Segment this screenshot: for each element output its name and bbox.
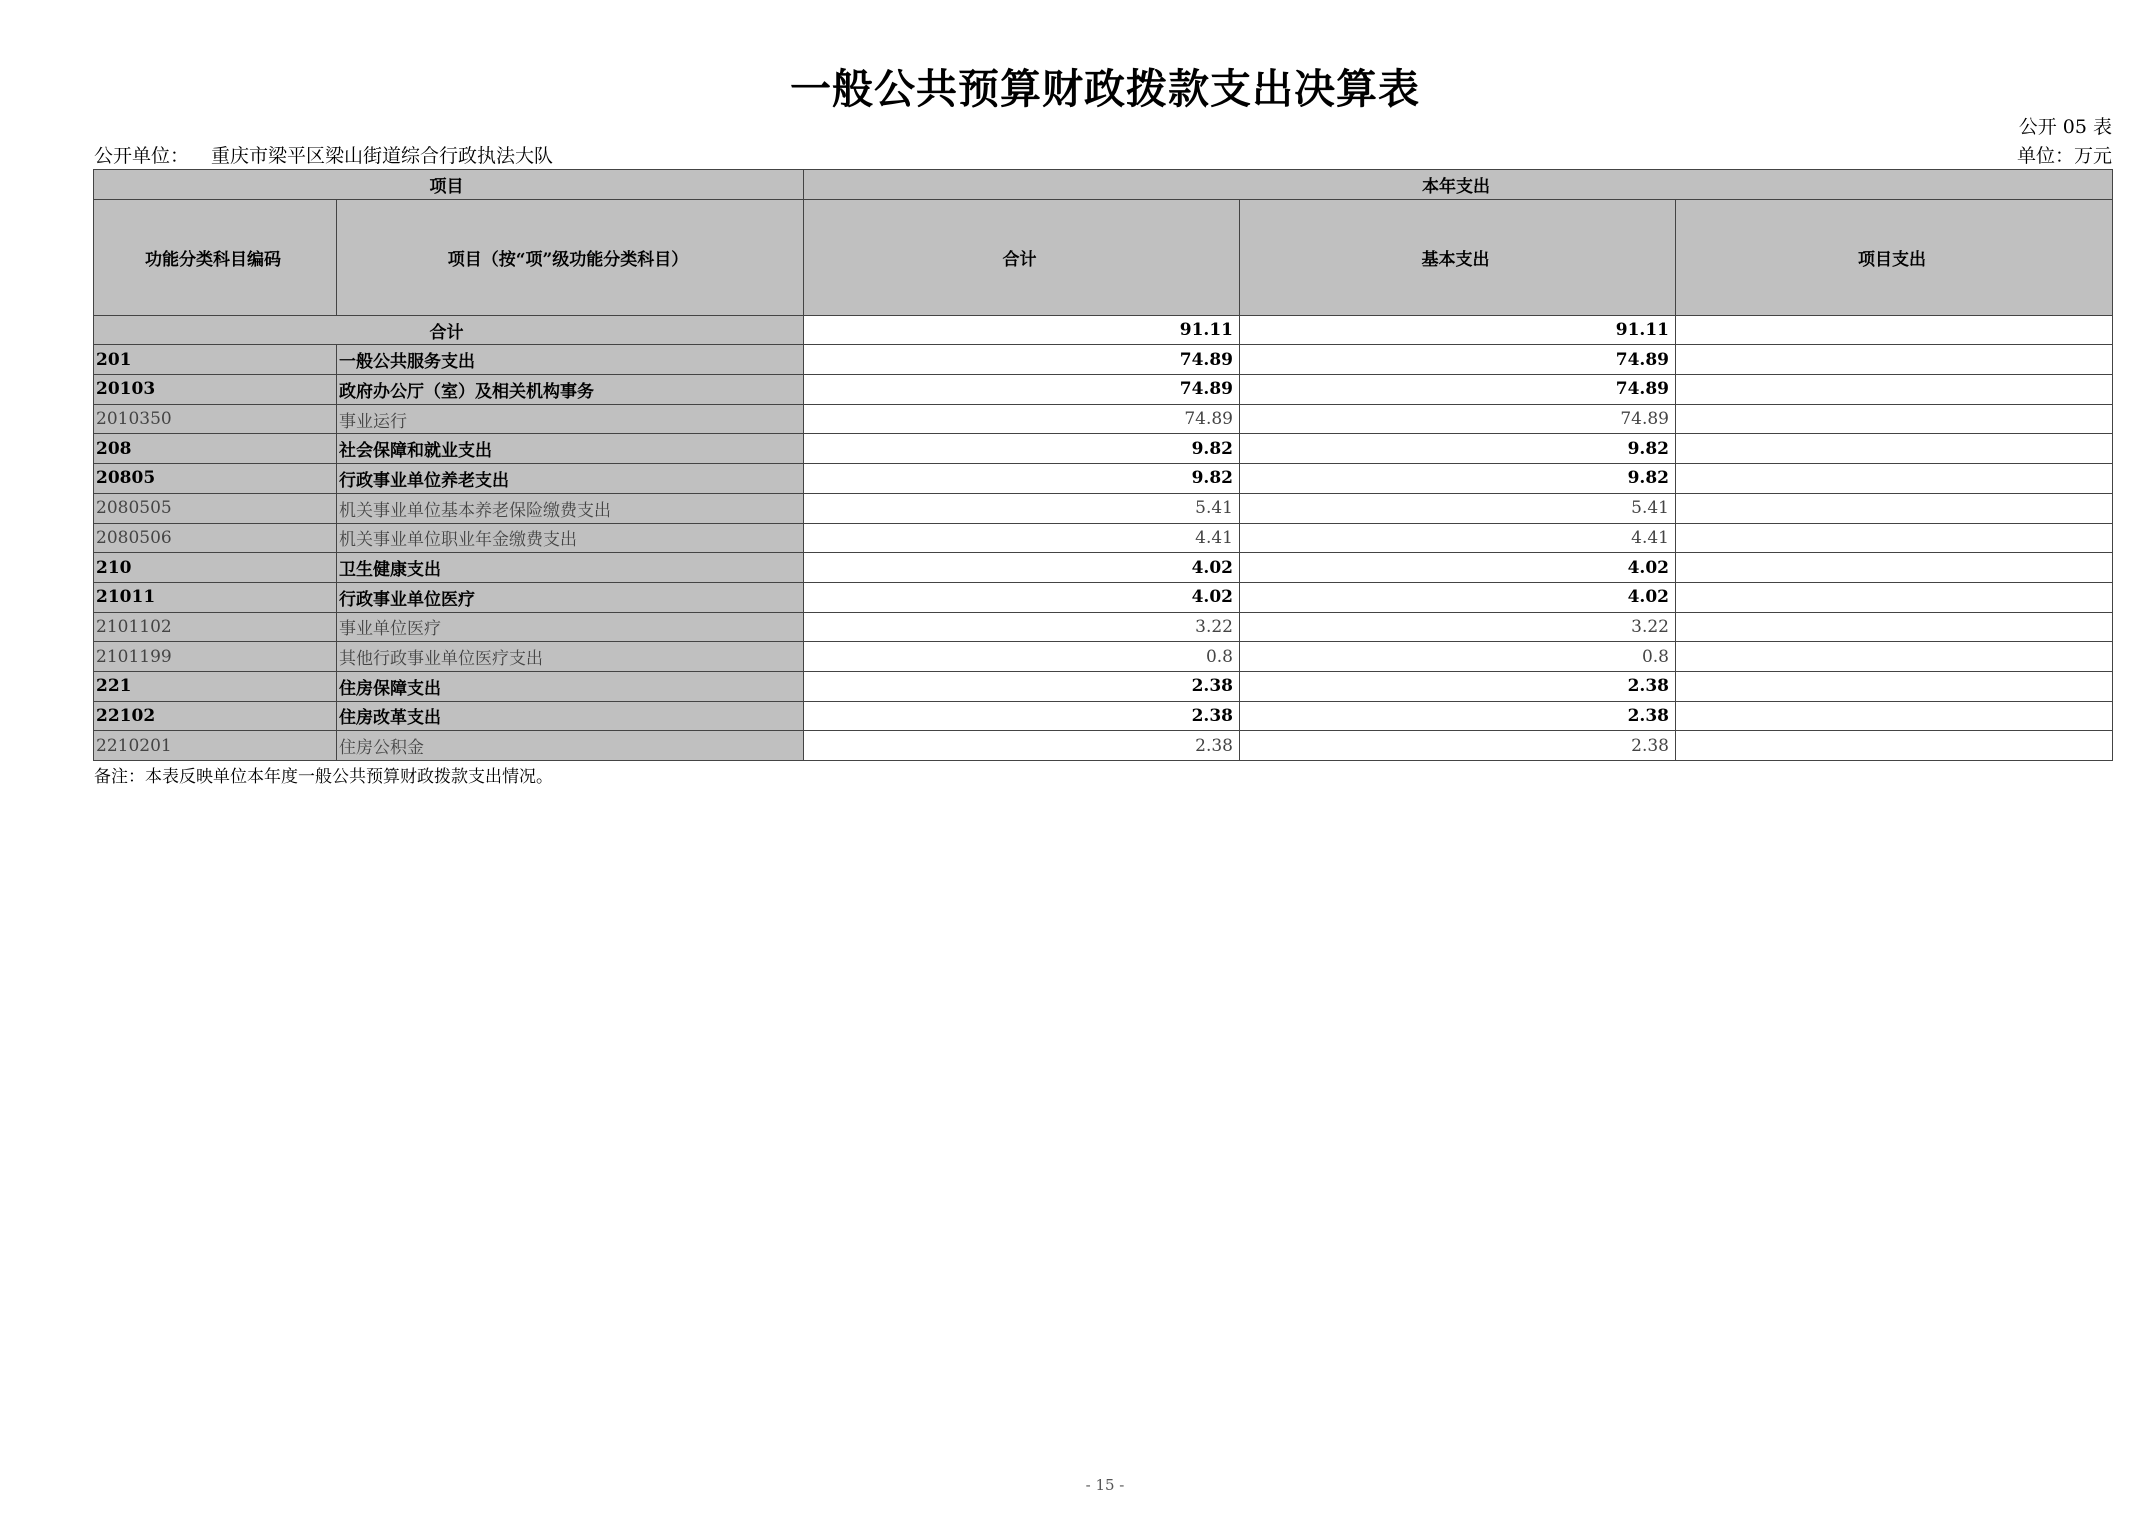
- row-project: [1676, 523, 2113, 553]
- header-name: 项目（按“项”级功能分类科目）: [337, 199, 804, 315]
- header-item: 项目: [94, 170, 804, 200]
- row-total: 4.02: [804, 582, 1240, 612]
- total-row: [94, 315, 2113, 345]
- row-code: 2080506: [94, 523, 337, 553]
- row-basic: 4.41: [1240, 523, 1676, 553]
- table-row: [94, 553, 2113, 583]
- row-project: [1676, 404, 2113, 434]
- header-row-2: [94, 199, 2113, 315]
- row-project: [1676, 612, 2113, 642]
- row-name: 社会保障和就业支出: [337, 434, 804, 464]
- row-project: [1676, 375, 2113, 405]
- publishing-unit: [94, 141, 553, 168]
- row-name: 其他行政事业单位医疗支出: [337, 642, 804, 672]
- page-number: - 15 -: [1085, 1476, 1125, 1494]
- row-code: 208: [94, 434, 337, 464]
- table-row: [94, 375, 2113, 405]
- header-project: 项目支出: [1676, 199, 2113, 315]
- row-code: 2101199: [94, 642, 337, 672]
- table-row: [94, 642, 2113, 672]
- row-name: 行政事业单位养老支出: [337, 464, 804, 494]
- row-total: 2.38: [804, 731, 1240, 761]
- unit-line: [94, 141, 2112, 168]
- header-this-year: 本年支出: [804, 170, 2113, 200]
- row-code: 2101102: [94, 612, 337, 642]
- table-row: [94, 582, 2113, 612]
- row-name: 卫生健康支出: [337, 553, 804, 583]
- table-row: [94, 731, 2113, 761]
- table-row: [94, 404, 2113, 434]
- table-row: [94, 612, 2113, 642]
- row-project: [1676, 553, 2113, 583]
- row-basic: 2.38: [1240, 731, 1676, 761]
- total-label: 合计: [94, 315, 804, 345]
- publishing-unit-name: 重庆市梁平区梁山街道综合行政执法大队: [211, 145, 554, 167]
- row-code: 21011: [94, 582, 337, 612]
- row-basic: 4.02: [1240, 582, 1676, 612]
- row-name: 机关事业单位职业年金缴费支出: [337, 523, 804, 553]
- row-basic: 74.89: [1240, 345, 1676, 375]
- row-total: 2.38: [804, 671, 1240, 701]
- row-project: [1676, 642, 2113, 672]
- measure-unit: 单位：万元: [2016, 145, 2112, 167]
- row-name: 机关事业单位基本养老保险缴费支出: [337, 493, 804, 523]
- row-project: [1676, 345, 2113, 375]
- row-basic: 2.38: [1240, 701, 1676, 731]
- table-row: [94, 345, 2113, 375]
- table-number: 公开 05 表: [2018, 116, 2112, 138]
- table-row: [94, 464, 2113, 494]
- header-basic: 基本支出: [1240, 199, 1676, 315]
- row-total: 9.82: [804, 464, 1240, 494]
- row-name: 住房改革支出: [337, 701, 804, 731]
- row-basic: 3.22: [1240, 612, 1676, 642]
- row-name: 住房保障支出: [337, 671, 804, 701]
- table-row: [94, 523, 2113, 553]
- table-row: [94, 493, 2113, 523]
- row-total: 5.41: [804, 493, 1240, 523]
- publishing-unit-label: 公开单位：: [94, 145, 190, 167]
- header-total: 合计: [804, 199, 1240, 315]
- row-project: [1676, 731, 2113, 761]
- row-total: 74.89: [804, 345, 1240, 375]
- row-project: [1676, 701, 2113, 731]
- row-total: 4.41: [804, 523, 1240, 553]
- row-project: [1676, 493, 2113, 523]
- row-total: 74.89: [804, 375, 1240, 405]
- row-code: 2080505: [94, 493, 337, 523]
- row-total: 74.89: [804, 404, 1240, 434]
- row-name: 事业单位医疗: [337, 612, 804, 642]
- row-total: 9.82: [804, 434, 1240, 464]
- row-basic: 4.02: [1240, 553, 1676, 583]
- header-row-1: [94, 170, 2113, 200]
- expenditure-table: [93, 169, 2113, 761]
- row-code: 2210201: [94, 731, 337, 761]
- table-row: [94, 701, 2113, 731]
- row-total: 0.8: [804, 642, 1240, 672]
- total-sum: 91.11: [804, 315, 1240, 345]
- row-name: 事业运行: [337, 404, 804, 434]
- row-total: 3.22: [804, 612, 1240, 642]
- row-code: 20103: [94, 375, 337, 405]
- row-code: 201: [94, 345, 337, 375]
- row-code: 221: [94, 671, 337, 701]
- row-basic: 5.41: [1240, 493, 1676, 523]
- row-project: [1676, 434, 2113, 464]
- header-code: 功能分类科目编码: [94, 199, 337, 315]
- row-basic: 74.89: [1240, 375, 1676, 405]
- row-name: 政府办公厅（室）及相关机构事务: [337, 375, 804, 405]
- table-row: [94, 671, 2113, 701]
- row-code: 210: [94, 553, 337, 583]
- row-basic: 0.8: [1240, 642, 1676, 672]
- row-code: 2010350: [94, 404, 337, 434]
- row-code: 22102: [94, 701, 337, 731]
- row-total: 4.02: [804, 553, 1240, 583]
- row-basic: 2.38: [1240, 671, 1676, 701]
- row-total: 2.38: [804, 701, 1240, 731]
- row-name: 一般公共服务支出: [337, 345, 804, 375]
- row-project: [1676, 671, 2113, 701]
- table-row: [94, 434, 2113, 464]
- row-basic: 74.89: [1240, 404, 1676, 434]
- total-basic: 91.11: [1240, 315, 1676, 345]
- row-name: 行政事业单位医疗: [337, 582, 804, 612]
- row-basic: 9.82: [1240, 464, 1676, 494]
- total-project: [1676, 315, 2113, 345]
- row-code: 20805: [94, 464, 337, 494]
- row-name: 住房公积金: [337, 731, 804, 761]
- table-note: 备注：本表反映单位本年度一般公共预算财政拨款支出情况。: [94, 767, 553, 787]
- row-basic: 9.82: [1240, 434, 1676, 464]
- row-project: [1676, 582, 2113, 612]
- row-project: [1676, 464, 2113, 494]
- page-title: 一般公共预算财政拨款支出决算表: [790, 65, 1420, 113]
